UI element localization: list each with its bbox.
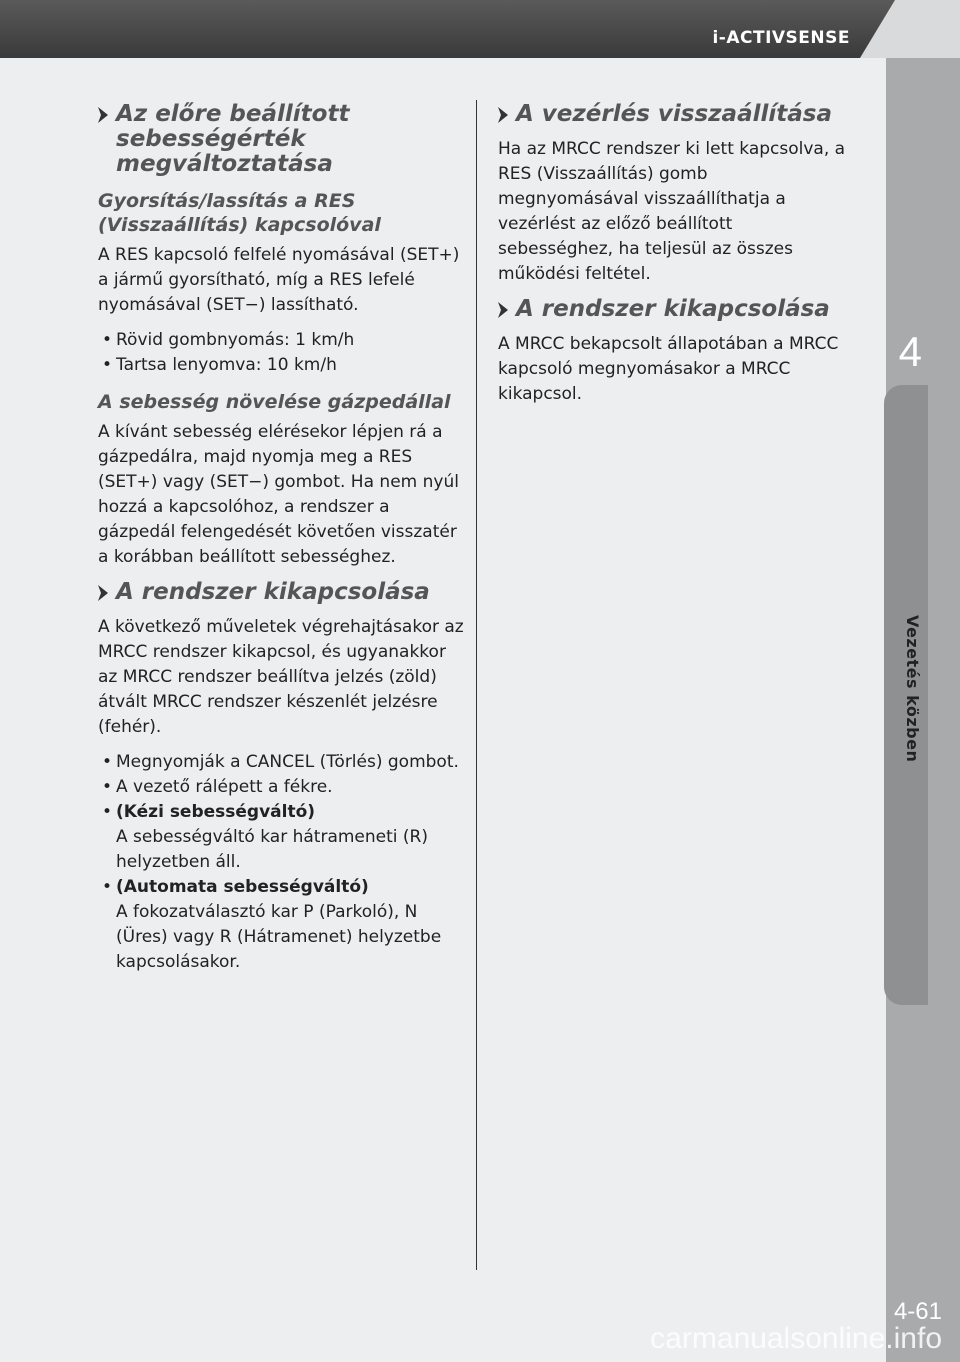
heading-text: Az előre beállított sebességérték megváltoztatása [116, 101, 350, 177]
column-divider [476, 100, 477, 1270]
page-number: 4-61 [893, 1298, 942, 1325]
section-marker-icon [498, 107, 508, 123]
list-item: • Rövid gombnyomás: 1 km/h [98, 328, 466, 353]
section-title: i-ACTIVSENSE [712, 28, 850, 48]
subheading-res-switch: Gyorsítás/lassítás a RES (Visszaállítás) kapcsolóval [98, 190, 381, 236]
heading-system-off [98, 580, 466, 605]
paragraph: A kívánt sebesség elérésekor lépjen rá a gázpedálra, majd nyomja meg a RES (SET+) vagy (SET−) gombot. Ha nem nyúl hozzá a kapcsolóhoz, a rendszer a gázpedál felengedését követően visszatér a korábban beállított sebességhez. [98, 422, 459, 567]
left-column [98, 102, 466, 985]
heading-text: A rendszer kikapcsolása [116, 579, 430, 605]
list-item-title: (Automata sebességváltó) [116, 877, 369, 897]
right-column [498, 102, 848, 417]
list-item: • Tartsa lenyomva: 10 km/h [98, 353, 466, 378]
heading-change-speed [98, 102, 466, 177]
list-item: • A vezető rálépett a fékre. [98, 775, 466, 800]
paragraph: A MRCC bekapcsolt állapotában a MRCC kapcsoló megnyomásakor a MRCC kikapcsol. [498, 334, 839, 404]
bullet-list [98, 750, 466, 975]
subheading-accelerator: A sebesség növelése gázpedállal [98, 391, 451, 413]
heading-text: A rendszer kikapcsolása [516, 296, 830, 322]
paragraph: A következő műveletek végrehajtásakor az MRCC rendszer kikapcsol, és ugyanakkor az MRCC rendszer beállítva jelzés (zöld) átvált MRCC rendszer készenlét jelzésre (fehér). [98, 617, 464, 737]
watermark[interactable]: carmanualsonline.info [650, 1322, 942, 1355]
heading-text: A vezérlés visszaállítása [516, 101, 832, 127]
chapter-number: 4 [898, 328, 922, 375]
list-item-text: A sebességváltó kar hátrameneti (R) helyzetben áll. [116, 827, 428, 872]
list-item-text: A fokozatválasztó kar P (Parkoló), N (Üres) vagy R (Hátramenet) helyzetbe kapcsolásakor. [116, 902, 442, 972]
section-marker-icon [98, 107, 108, 123]
list-item [98, 875, 466, 975]
heading-restore-control [498, 102, 848, 127]
section-marker-icon [498, 302, 508, 318]
heading-system-off [498, 297, 848, 322]
paragraph: Ha az MRCC rendszer ki lett kapcsolva, a RES (Visszaállítás) gomb megnyomásával visszaállíthatja a vezérlést az előző beállított sebességhez, ha teljesül az összes működési feltétel. [498, 139, 846, 284]
list-item [98, 800, 466, 875]
list-item-title: (Kézi sebességváltó) [116, 802, 316, 822]
chapter-label: Vezetés közben [903, 615, 922, 763]
bullet-list [98, 328, 466, 378]
paragraph: A RES kapcsoló felfelé nyomásával (SET+) a jármű gyorsítható, míg a RES lefelé nyomásával (SET−) lassítható. [98, 245, 460, 315]
section-marker-icon [98, 585, 108, 601]
list-item: • Megnyomják a CANCEL (Törlés) gombot. [98, 750, 466, 775]
